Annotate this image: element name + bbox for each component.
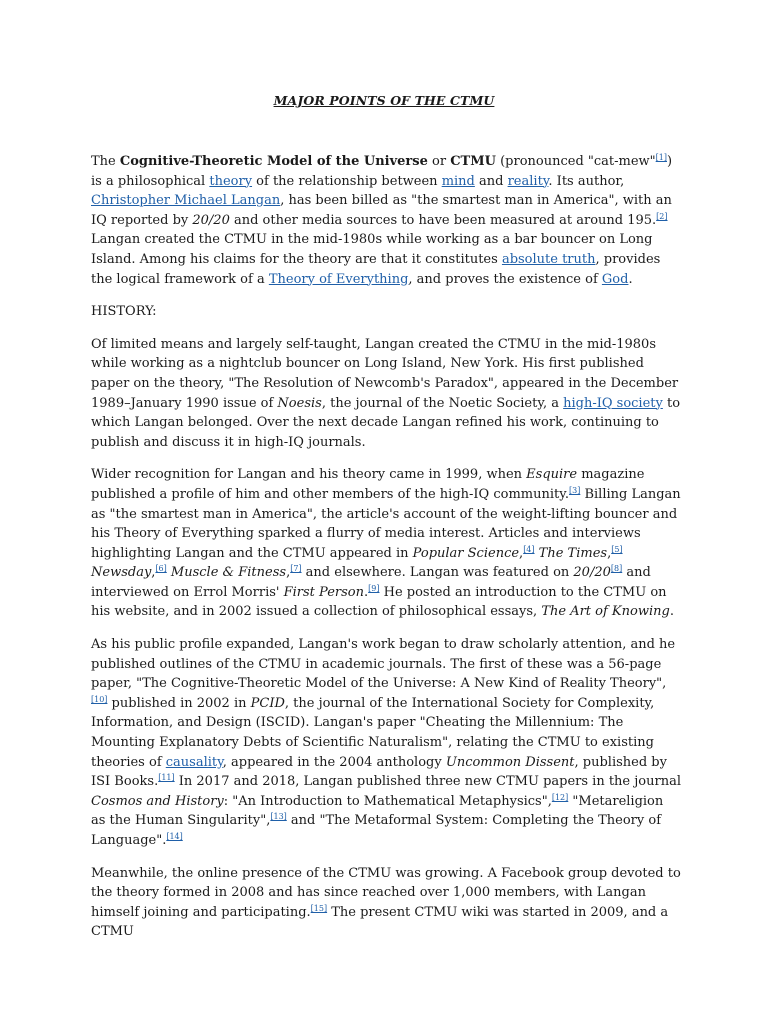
text: ,: [286, 565, 291, 581]
bold-term: CTMU: [450, 154, 496, 169]
italic-text: 20/20: [192, 212, 230, 228]
italic-text: Esquire: [526, 467, 578, 483]
link-reality[interactable]: reality: [507, 173, 549, 189]
text: Billing Langan as "the smartest man in America", the article's account of the weight-lifting bouncer and his Theory of Everything sparked a flurry of media interest. Articles and interviews highlighting Langan and the CTMU appeared in: [91, 486, 681, 561]
link-theory[interactable]: theory: [209, 173, 253, 189]
citation-link[interactable]: [7]: [290, 564, 302, 574]
citation-link[interactable]: [9]: [368, 583, 380, 593]
text: The: [91, 154, 120, 169]
link-author[interactable]: Christopher Michael Langan: [91, 193, 281, 209]
intro-paragraph: [91, 152, 681, 289]
italic-text: The Times: [538, 545, 608, 561]
text: Of limited means and largely self-taught, Langan created the CTMU in the mid-1980s while working as a nightclub bouncer on Long Island, New York. His first published paper on the theory, "The Resolution of Newcomb's Paradox", appeared in the December 1989–January 1990 issue of: [91, 336, 679, 411]
text: , the journal of the Noetic Society, a: [321, 395, 564, 411]
italic-text: Muscle & Fitness: [170, 565, 287, 581]
text: Wider recognition for Langan and his theory came in 1999, when: [91, 467, 527, 483]
italic-text: Popular Science: [412, 545, 520, 561]
text: : "An Introduction to Mathematical Metaphysics",: [223, 793, 552, 809]
text: ) is a philosophical: [91, 154, 673, 189]
text: of the relationship between: [252, 173, 442, 189]
link-mind[interactable]: mind: [441, 173, 475, 189]
text: He posted an introduction to the CTMU on his website, and in 2002 issued a collection of philosophical essays,: [91, 584, 667, 620]
text: The present CTMU wiki was started in 2009, and a CTMU: [91, 904, 669, 940]
text: , has been billed as "the smartest man in America", with an IQ reported by: [91, 193, 672, 228]
text: Langan created the CTMU in the mid-1980s while working as a bar bouncer on Long Island. Among his claims for the theory are that it constitutes: [91, 232, 653, 267]
bold-term: Cognitive-Theoretic Model of the Universe: [119, 154, 428, 169]
citation-link[interactable]: [15]: [310, 903, 328, 913]
text: or: [427, 154, 451, 169]
text: and interviewed on Errol Morris': [91, 565, 651, 600]
text: , published by ISI Books.: [91, 754, 667, 790]
text: "Metareligion as the Human Singularity",: [91, 793, 664, 829]
text: , provides the logical framework of a: [91, 251, 661, 287]
text: , appeared in the 2004 anthology: [222, 754, 446, 770]
italic-text: Uncommon Dissent: [445, 754, 575, 770]
text: .: [628, 271, 633, 287]
text: .: [363, 584, 369, 600]
citation-link[interactable]: [4]: [523, 544, 535, 554]
text: magazine published a profile of him and other members of the high-IQ community.: [91, 467, 645, 502]
citation-link[interactable]: [5]: [611, 544, 623, 554]
text: . Its author,: [548, 173, 625, 189]
text: , the journal of the International Society for Complexity, Information, and Design (ISCID). Langan's paper "Cheating the Millennium: The Mounting Explanatory Debts of Scientific Naturalism", relating the CTMU to existing theories of: [91, 695, 655, 770]
text: As his public profile expanded, Langan's work began to draw scholarly attention, and he published outlines of the CTMU in academic journals. The first of these was a 56-page paper, "The Cognitive-Theoretic Model of the Universe: A New Kind of Reality Theory",: [91, 637, 676, 692]
citation-link[interactable]: [10]: [91, 694, 108, 704]
italic-text: The Art of Knowing: [541, 604, 670, 620]
text: and other media sources to have been measured at around 195.: [229, 212, 657, 228]
history-paragraph-2: [91, 465, 681, 622]
italic-text: Noesis: [277, 395, 322, 411]
document-title: MAJOR POINTS OF THE CTMU: [273, 93, 495, 108]
text: ,: [519, 545, 524, 561]
text: Meanwhile, the online presence of the CTMU was growing. A Facebook group devoted to the theory formed in 2008 and has since reached over 1,000 members, with Langan himself joining and participating.: [91, 865, 681, 920]
link-god[interactable]: God: [601, 271, 629, 287]
citation-link[interactable]: [2]: [656, 211, 668, 221]
history-paragraph-1: [91, 335, 681, 453]
document-body: [91, 152, 681, 955]
citation-link[interactable]: [6]: [155, 564, 167, 574]
text: In 2017 and 2018, Langan published three new CTMU papers in the journal: [174, 774, 681, 790]
citation-link[interactable]: [3]: [568, 485, 581, 495]
italic-text: Newsday: [91, 565, 152, 581]
history-paragraph-4: [91, 864, 681, 942]
italic-text: PCID: [250, 695, 285, 711]
link-causality[interactable]: causality: [165, 754, 223, 770]
citation-link[interactable]: [1]: [655, 153, 668, 162]
italic-text: Cosmos and History: [91, 793, 224, 809]
link-absolute-truth[interactable]: absolute truth: [501, 251, 596, 267]
text: to which Langan belonged. Over the next decade Langan refined his work, continuing to publish and discuss it in high-IQ journals.: [91, 395, 681, 450]
citation-link[interactable]: [14]: [166, 832, 183, 841]
history-paragraph-3: [91, 635, 681, 851]
italic-text: First Person: [283, 584, 364, 600]
link-high-iq-society[interactable]: high-IQ society: [563, 395, 663, 411]
text: .: [669, 604, 674, 620]
text: ,: [151, 565, 156, 581]
history-heading: HISTORY:: [91, 304, 157, 320]
link-theory-of-everything[interactable]: Theory of Everything: [268, 271, 409, 287]
italic-text: 20/20: [573, 565, 611, 581]
pronunciation: pronounced "cat-mew": [505, 154, 656, 169]
text: , and proves the existence of: [408, 271, 602, 287]
text: (: [495, 154, 506, 169]
citation-link[interactable]: [8]: [610, 564, 623, 574]
text: ,: [607, 545, 612, 561]
text: and "The Metaformal System: Completing the Theory of Language".: [91, 813, 662, 848]
citation-link[interactable]: [13]: [270, 812, 287, 822]
text: and: [474, 173, 508, 189]
text: and elsewhere. Langan was featured on: [301, 565, 574, 581]
citation-link[interactable]: [12]: [551, 792, 569, 802]
text: published in 2002 in: [107, 695, 251, 711]
citation-link[interactable]: [11]: [158, 773, 175, 783]
